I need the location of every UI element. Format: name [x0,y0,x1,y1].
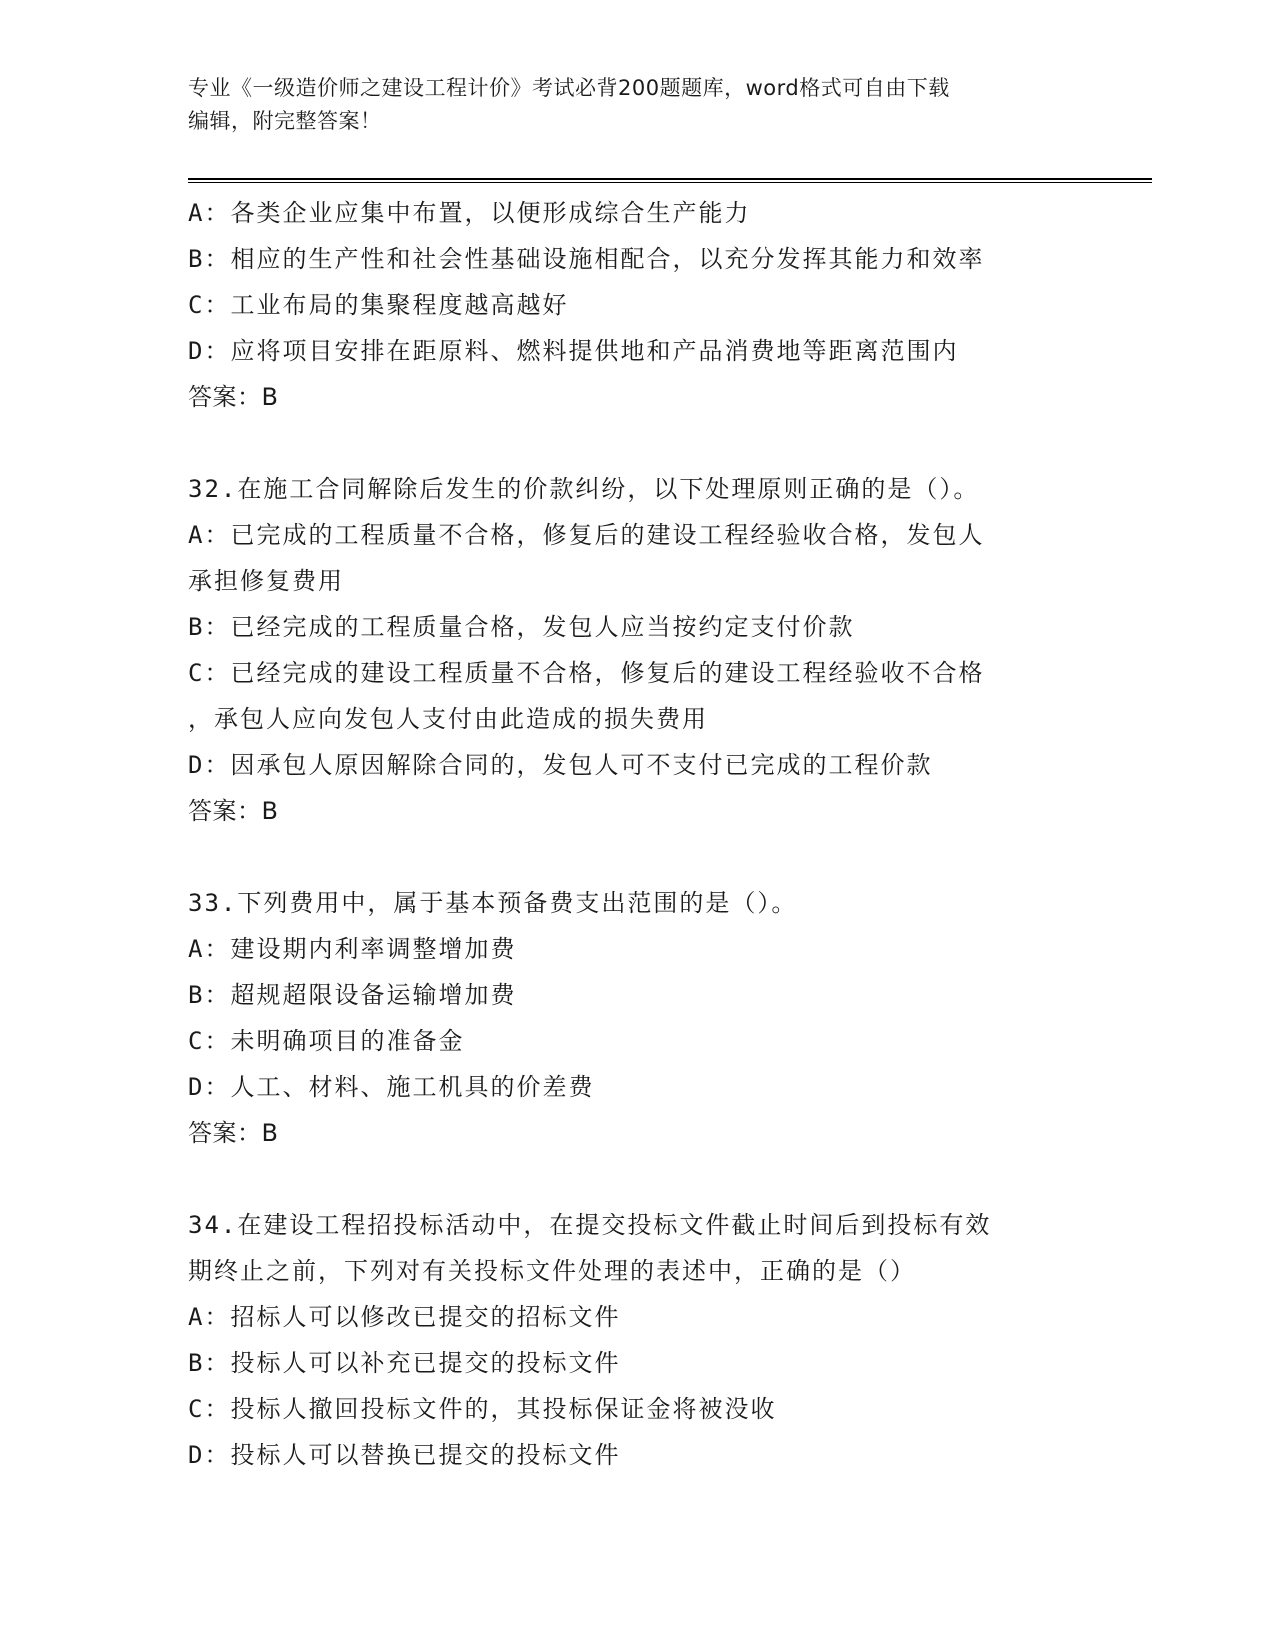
question-34 [188,1202,1088,1478]
option-c: C：未明确项目的准备金 [188,1027,465,1055]
spacer [188,834,1088,880]
spacer [188,1156,1088,1202]
option-b: B：投标人可以补充已提交的投标文件 [188,1349,621,1377]
question-stem-continued: 期终止之前，下列对有关投标文件处理的表述中，正确的是（） [188,1257,916,1285]
question-content [188,190,1088,1478]
option-d: D：应将项目安排在距原料、燃料提供地和产品消费地等距离范围内 [188,337,959,365]
option-c: C：已经完成的建设工程质量不合格，修复后的建设工程经验收不合格 [188,659,985,687]
option-d: D：人工、材料、施工机具的价差费 [188,1073,595,1101]
option-b: B：超规超限设备运输增加费 [188,981,517,1009]
answer: 答案：B [188,797,279,825]
header-line-2: 编辑，附完整答案！ [188,109,382,133]
question-stem: 33.下列费用中，属于基本预备费支出范围的是（）。 [188,889,798,917]
option-a: A：建设期内利率调整增加费 [188,935,517,963]
question-stem: 32.在施工合同解除后发生的价款纠纷，以下处理原则正确的是（）。 [188,475,980,503]
question-stem: 34.在建设工程招投标活动中，在提交投标文件截止时间后到投标有效 [188,1211,992,1239]
option-c-continued: ，承包人应向发包人支付由此造成的损失费用 [188,705,708,733]
option-a-continued: 承担修复费用 [188,567,344,595]
question-31 [188,190,1088,420]
option-a: A：招标人可以修改已提交的招标文件 [188,1303,621,1331]
question-33 [188,880,1088,1156]
header-rule-thick [188,178,1152,180]
answer: 答案：B [188,1119,279,1147]
option-c: C：投标人撤回投标文件的，其投标保证金将被没收 [188,1395,777,1423]
option-b: B：相应的生产性和社会性基础设施相配合，以充分发挥其能力和效率 [188,245,985,273]
option-d: D：因承包人原因解除合同的，发包人可不支付已完成的工程价款 [188,751,933,779]
spacer [188,420,1088,466]
document-header [188,72,1088,138]
header-line-1: 专业《一级造价师之建设工程计价》考试必背200题题库，word格式可自由下载 [188,76,950,100]
option-b: B：已经完成的工程质量合格，发包人应当按约定支付价款 [188,613,855,641]
option-a: A：各类企业应集中布置，以便形成综合生产能力 [188,199,751,227]
question-32 [188,466,1088,834]
option-d: D：投标人可以替换已提交的投标文件 [188,1441,621,1469]
option-c: C：工业布局的集聚程度越高越好 [188,291,569,319]
answer: 答案：B [188,383,279,411]
option-a: A：已完成的工程质量不合格，修复后的建设工程经验收合格，发包人 [188,521,985,549]
header-rule-thin [188,182,1152,183]
